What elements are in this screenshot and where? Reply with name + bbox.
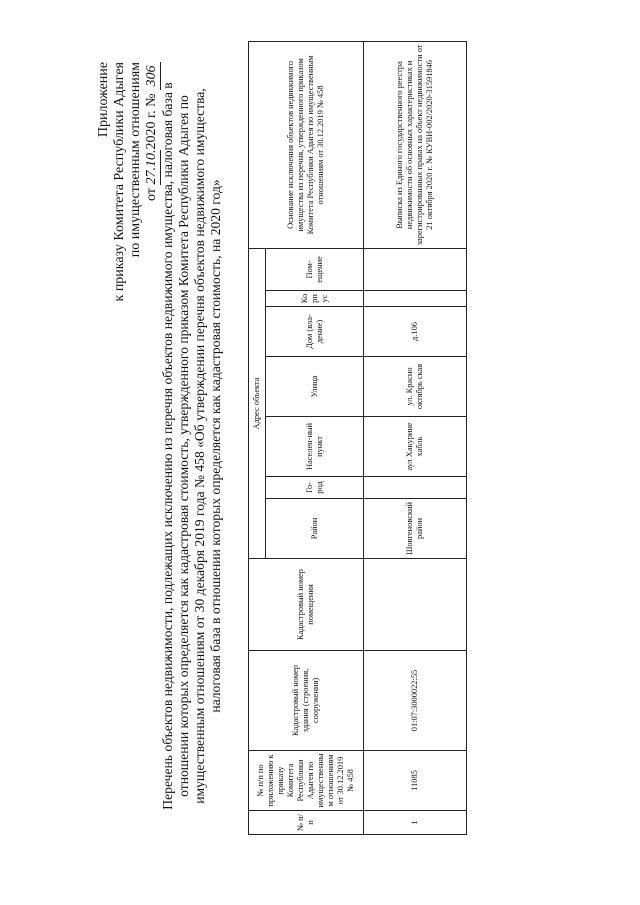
header-row-1 [249, 41, 266, 834]
cell-locality: аул Хакурине хабль [364, 417, 467, 477]
header-premises-cadastral: Кадастровый номер помещения [249, 559, 364, 651]
cell-district: Шовгеновский район [364, 499, 467, 559]
header-appendix-num: № п/п по приложению к приказу Комитета Республики Адыгея по имущественным отношениям от 30.12.2019 № 458 [249, 751, 364, 811]
table-row [364, 41, 467, 834]
cell-korpus [364, 291, 467, 307]
appendix-committee: по имущественным отношениям [128, 62, 143, 258]
cell-premises [364, 248, 467, 290]
header-building-cadastral: Кадастровый номер здания (строения, сооружения) [249, 651, 364, 751]
date-handwritten: 27.10. [144, 149, 159, 185]
appendix-order-ref: к приказу Комитета Республики Адыгея [112, 62, 127, 302]
cell-city [364, 477, 467, 499]
date-prefix: от [144, 184, 159, 201]
order-number-handwritten: 306 [144, 62, 161, 90]
header-locality: Населен-ный пункт [266, 417, 364, 477]
document-title: Перечень объектов недвижимости, подлежащих исключению из перечня объектов недвижимого имущества, налоговая база в отношении которых определяется как кадастровая стоимость, утвержденного приказом Комитета Республики Адыгея по имущественным отношениям от 30 декабря 2019 года № 458 «Об утверждении перечня объектов недвижимого имущества, налоговая база в отношении которых определяется как кадастровая стоимость, на 2020 год» [160, 82, 223, 810]
header-korpus: Корпус [266, 291, 364, 307]
appendix-label: Приложение [96, 62, 111, 138]
appendix-header [96, 62, 161, 301]
date-year: 2020 г. № [144, 90, 159, 150]
cell-street: ул. Красно октябрь ская [364, 357, 467, 417]
header-district: Район [266, 499, 364, 559]
header-house: Дом (вла-дение) [266, 307, 364, 357]
header-num: № п/п [249, 811, 364, 835]
objects-table [248, 41, 467, 835]
cell-appendix-num: 11085 [364, 751, 467, 811]
cell-house: д.106 [364, 307, 467, 357]
cell-basis: Выписка из Единого государственного реестра недвижимости об основных характеристиках и зарегистрированных правах на объект недвижимости от 21 октября 2020 г. № КУВИ-002/2020-31591846 [364, 41, 467, 248]
header-city: Го-род [266, 477, 364, 499]
appendix-date-line [144, 62, 161, 301]
cell-num: 1 [364, 811, 467, 835]
cell-building-cadastral: 01:07:3000022:55 [364, 651, 467, 751]
header-street: Улица [266, 357, 364, 417]
header-premises: Пом-ещение [266, 248, 364, 290]
cell-premises-cadastral [364, 559, 467, 651]
header-basis: Основание исключения объектов недвижимого имущества из перечня, утвержденного приказом Комитета Республики Адыгея по имущественным отношениям от 30.12.2019 № 458 [249, 41, 364, 248]
header-address-group: Адрес объекта [249, 248, 266, 558]
